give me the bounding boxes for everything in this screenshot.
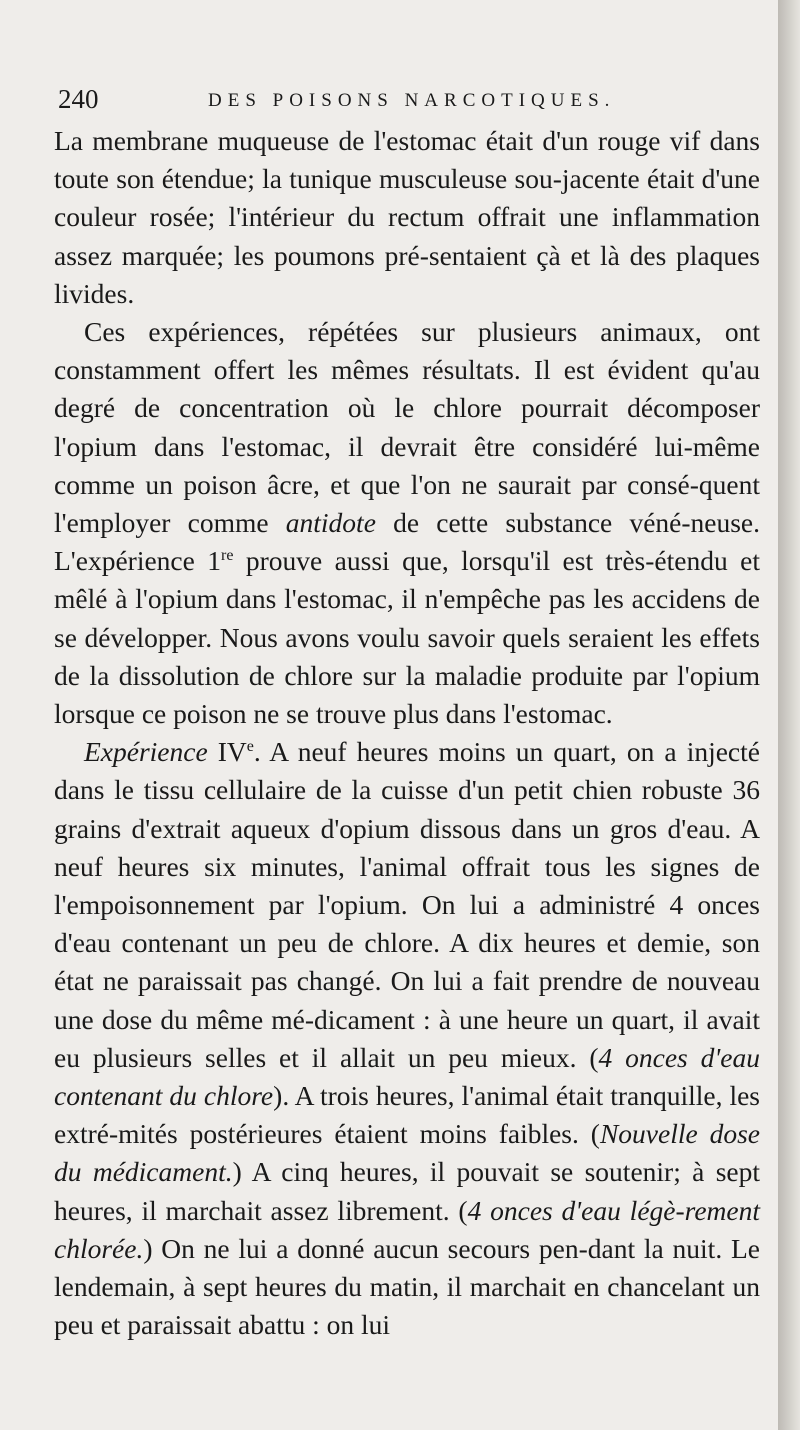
text-run: ) On ne lui a donné aucun secours pen-dant la nuit. Le lendemain, à sept heures du matin, il marchait en chancelant un peu et paraissait abattu : on lui [54, 1232, 760, 1341]
page-edge [778, 0, 800, 1430]
text-run: IV [207, 736, 247, 768]
body-text [54, 122, 760, 1345]
text-run: Ces expériences, répétées sur plusieurs animaux, ont constamment offert les mêmes résultats. Il est évident qu'au degré de concentration où le chlore pourrait décomposer l'opium dans l'estomac, il devrait être considéré lui-même comme un poison âcre, et que l'on ne saurait par consé-quent l'employer comme [54, 316, 760, 539]
text-run: La membrane muqueuse de l'estomac était d'un rouge vif dans toute son étendue; la tunique musculeuse sou-jacente était d'une couleur rosée; l'intérieur du rectum offrait une inflammation assez marquée; les poumons pré-sentaient çà et là des plaques livides. [54, 125, 760, 309]
text-run: ) A cinq heures, il pouvait se soutenir; à sept heures, il marchait assez librement. ( [54, 1156, 761, 1226]
italic-text: 4 onces d'eau contenant du chlore [54, 1041, 760, 1112]
paragraph [54, 122, 760, 313]
text-run: de cette substance véné-neuse. L'expérience 1 [54, 507, 761, 577]
superscript-text: e [246, 738, 254, 756]
text-run: ). A trois heures, l'animal était tranquille, les extré-mités postérieures étaient moins faibles. ( [54, 1080, 760, 1150]
text-run: prouve aussi que, lorsqu'il est très-étendu et mêlé à l'opium dans l'estomac, il n'empêche pas les accidens de se développer. Nous avons voulu savoir quels seraient les effets de la dissolution de chlore sur la maladie produite par l'opium lorsque ce poison ne se trouve plus dans l'estomac. [54, 545, 760, 730]
page-number: 240 [58, 84, 99, 114]
running-head [58, 84, 748, 120]
italic-text: 4 onces d'eau légè-rement chlorée. [54, 1194, 760, 1264]
paragraph [54, 733, 760, 1344]
text-run: . A neuf heures moins un quart, on a injecté dans le tissu cellulaire de la cuisse d'un petit chien robuste 36 grains d'extrait aqueux d'opium dissous dans un gros d'eau. A neuf heures six minutes, l'animal offrait tous les signes de l'empoisonnement par l'opium. On lui a administré 4 onces d'eau contenant un peu de chlore. A dix heures et demie, son état ne paraissait pas changé. On lui a fait prendre de nouveau une dose du même mé-dicament : à une heure un quart, il avait eu plusieurs selles et il allait un peu mieux. ( [54, 736, 760, 1073]
italic-text: Nouvelle dose du médicament. [54, 1118, 761, 1188]
superscript-text: re [221, 547, 234, 565]
paragraph [54, 313, 760, 733]
running-title: DES POISONS NARCOTIQUES. [208, 90, 616, 111]
italic-text: Expérience [84, 736, 208, 768]
italic-text: antidote [285, 507, 376, 539]
